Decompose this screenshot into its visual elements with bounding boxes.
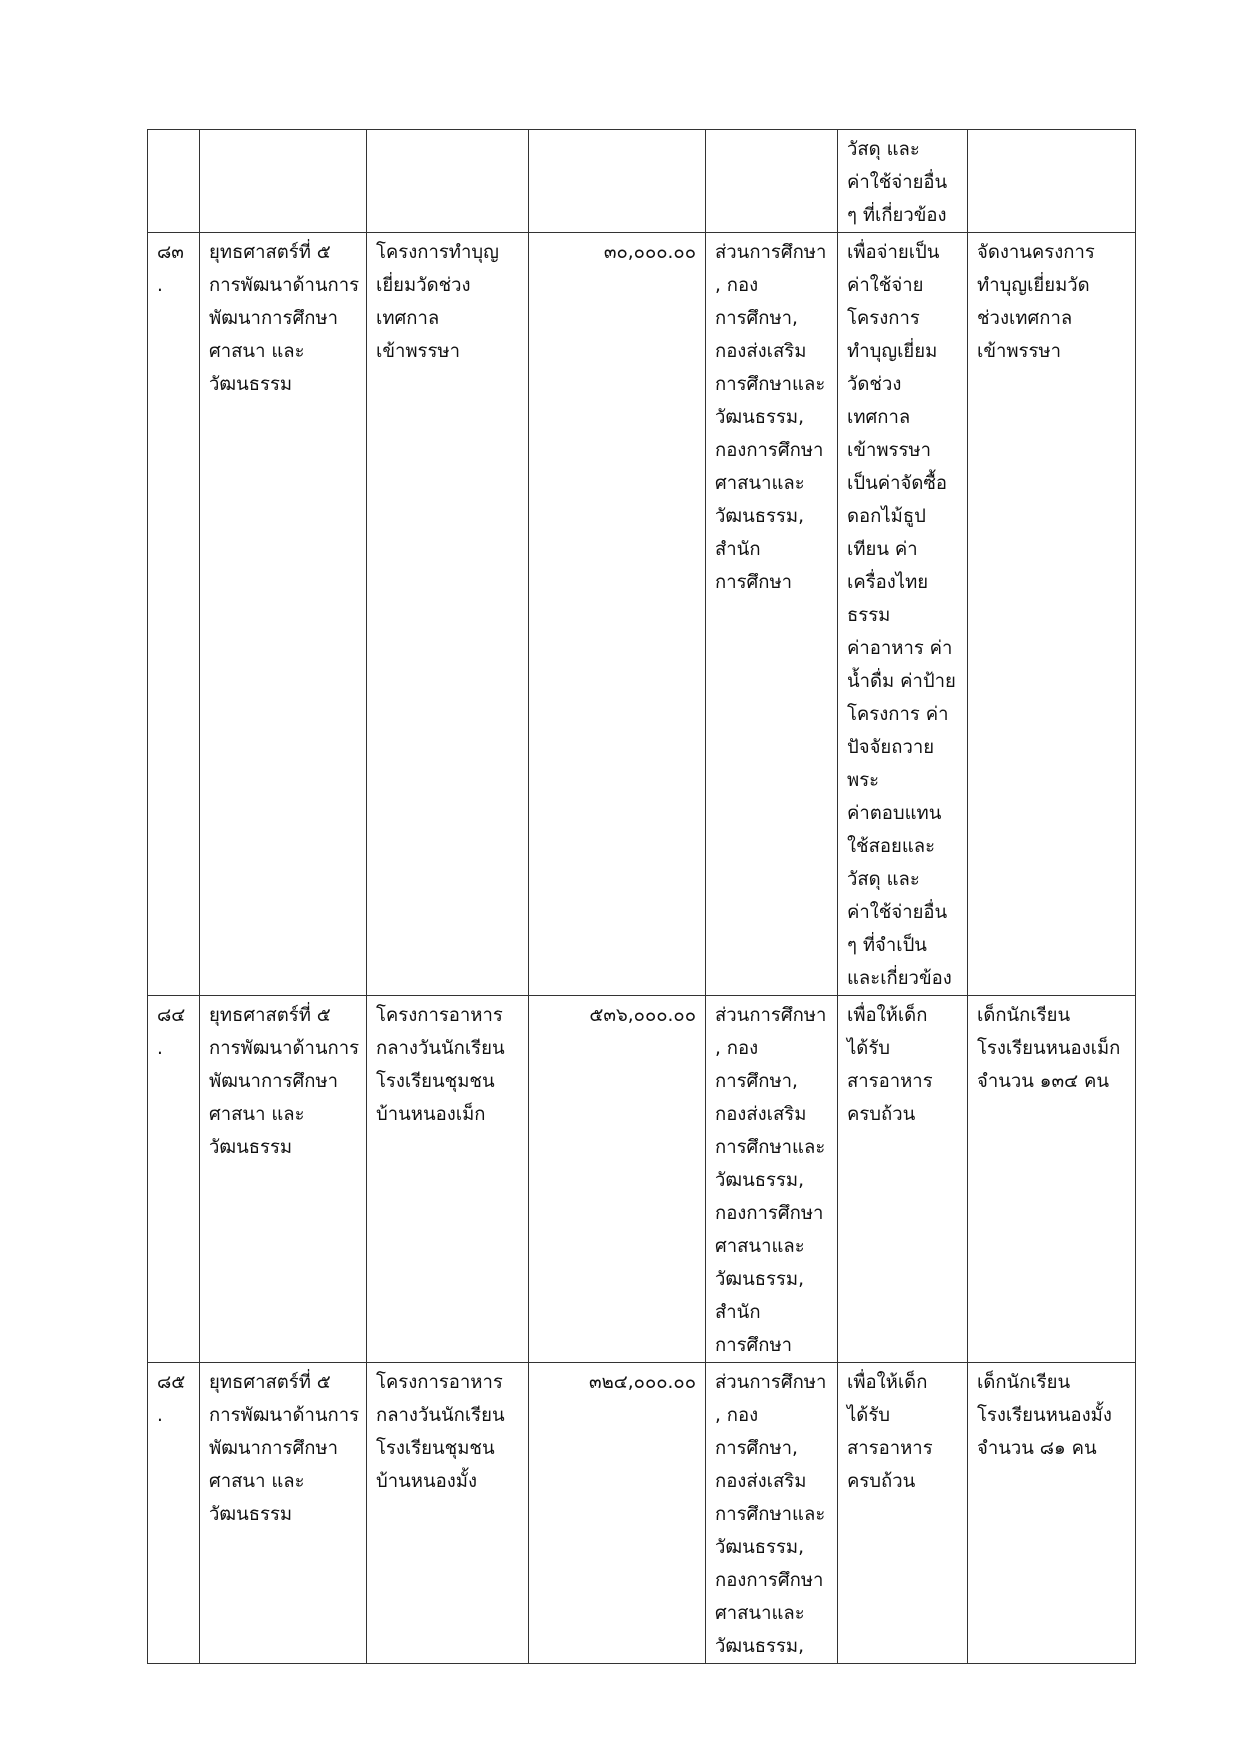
- cell-line: การศึกษา: [715, 1335, 793, 1356]
- cell-project: [367, 1363, 529, 1664]
- cell-responsible-unit: [706, 1363, 838, 1664]
- cell-line: กองการศึกษา: [715, 440, 824, 461]
- cell-line: บ้านหนองมั้ง: [376, 1471, 477, 1492]
- cell-line: การพัฒนาด้านการ: [209, 1038, 360, 1059]
- cell-line: ทำบุญเยี่ยมวัด: [977, 275, 1090, 296]
- cell-line: เพื่อจ่ายเป็น: [847, 242, 940, 263]
- cell-amount: [529, 996, 706, 1363]
- cell-line: เข้าพรรษา: [376, 341, 461, 362]
- cell-line: เข้าพรรษา: [847, 440, 932, 461]
- cell-line: เยี่ยมวัดช่วง: [376, 275, 471, 296]
- cell-line: โครงการอาหาร: [376, 1005, 503, 1026]
- cell-line: ศาสนาและ: [715, 1603, 805, 1624]
- cell-line: วัฒนธรรม: [209, 374, 293, 395]
- cell-strategy: [200, 996, 367, 1363]
- cell-line: ศาสนาและ: [715, 473, 805, 494]
- cell-responsible-unit: [706, 130, 838, 233]
- cell-project: [367, 996, 529, 1363]
- cell-responsible-unit: [706, 233, 838, 996]
- cell-line: , กอง: [715, 1405, 759, 1426]
- cell-line: โรงเรียนชุมชน: [376, 1071, 495, 1092]
- cell-line: ครบถ้วน: [847, 1471, 916, 1492]
- cell-line: เทศกาล: [847, 407, 911, 428]
- amount-value: ๓๐,๐๐๐.๐๐: [603, 242, 696, 263]
- cell-line: ๆ ที่จำเป็น: [847, 935, 927, 956]
- cell-line: ศาสนาและ: [715, 1236, 805, 1257]
- cell-line: พระ: [847, 770, 880, 791]
- cell-line: วัฒนธรรม: [209, 1137, 293, 1158]
- cell-line: ปัจจัยถวาย: [847, 737, 935, 758]
- cell-line: พัฒนาการศึกษา: [209, 1438, 338, 1459]
- cell-line: การศึกษา,: [715, 308, 798, 329]
- cell-line: เด็กนักเรียน: [977, 1372, 1071, 1393]
- cell-line: .: [157, 1405, 163, 1426]
- cell-line: เข้าพรรษา: [977, 341, 1062, 362]
- cell-line: การศึกษา: [715, 572, 793, 593]
- cell-output: [968, 1363, 1136, 1664]
- cell-purpose: [838, 1363, 968, 1664]
- cell-line: วัสดุ และ: [847, 869, 920, 890]
- amount-value: ๓๒๔,๐๐๐.๐๐: [588, 1372, 696, 1393]
- cell-line: จัดงานครงการ: [977, 242, 1095, 263]
- cell-line: ค่าใช้จ่าย: [847, 275, 924, 296]
- cell-purpose: [838, 130, 968, 233]
- cell-line: วัฒนธรรม: [209, 1504, 293, 1525]
- cell-line: ค่าใช้จ่ายอื่น: [847, 902, 948, 923]
- cell-line: วัฒนธรรม,: [715, 1170, 804, 1191]
- cell-line: และเกี่ยวข้อง: [847, 968, 952, 989]
- cell-line: น้ำดื่ม ค่าป้าย: [847, 671, 956, 692]
- cell-project: [367, 233, 529, 996]
- cell-output: [968, 233, 1136, 996]
- cell-strategy: [200, 130, 367, 233]
- cell-number: [148, 233, 200, 996]
- cell-line: เพื่อให้เด็ก: [847, 1372, 928, 1393]
- cell-line: บ้านหนองเม็ก: [376, 1104, 486, 1125]
- cell-line: ยุทธศาสตร์ที่ ๕: [209, 1372, 331, 1393]
- cell-line: เทศกาล: [376, 308, 440, 329]
- cell-line: ส่วนการศึกษา: [715, 242, 827, 263]
- cell-line: โรงเรียนชุมชน: [376, 1438, 495, 1459]
- cell-line: , กอง: [715, 1038, 759, 1059]
- cell-line: เด็กนักเรียน: [977, 1005, 1071, 1026]
- cell-line: โรงเรียนหนองเม็ก: [977, 1038, 1121, 1059]
- cell-line: โครงการ: [847, 308, 920, 329]
- cell-line: การศึกษาและ: [715, 1504, 826, 1525]
- cell-line: กลางวันนักเรียน: [376, 1405, 505, 1426]
- cell-responsible-unit: [706, 996, 838, 1363]
- cell-line: วัสดุ และ: [847, 139, 920, 160]
- cell-line: ช่วงเทศกาล: [977, 308, 1073, 329]
- cell-line: พัฒนาการศึกษา: [209, 308, 338, 329]
- cell-line: .: [157, 275, 163, 296]
- cell-line: ๘๓: [157, 242, 184, 263]
- cell-line: ใช้สอยและ: [847, 836, 936, 857]
- cell-line: เครื่องไทย: [847, 572, 929, 593]
- cell-purpose: [838, 233, 968, 996]
- cell-line: ได้รับ: [847, 1038, 890, 1059]
- cell-line: วัฒนธรรม,: [715, 1537, 804, 1558]
- cell-line: วัฒนธรรม,: [715, 1269, 804, 1290]
- cell-number: [148, 130, 200, 233]
- cell-line: ได้รับ: [847, 1405, 890, 1426]
- cell-line: ทำบุญเยี่ยม: [847, 341, 938, 362]
- cell-line: ศาสนา และ: [209, 1104, 305, 1125]
- cell-line: ๘๔: [157, 1005, 186, 1026]
- cell-output: [968, 996, 1136, 1363]
- cell-project: [367, 130, 529, 233]
- table-row: [148, 130, 1136, 233]
- cell-amount: [529, 233, 706, 996]
- cell-line: โครงการ ค่า: [847, 704, 949, 725]
- budget-table: [147, 129, 1136, 1664]
- cell-line: กองส่งเสริม: [715, 341, 807, 362]
- cell-line: สำนัก: [715, 539, 761, 560]
- cell-line: วัดช่วง: [847, 374, 902, 395]
- cell-line: ศาสนา และ: [209, 341, 305, 362]
- cell-line: การศึกษาและ: [715, 374, 826, 395]
- cell-strategy: [200, 1363, 367, 1664]
- cell-amount: [529, 1363, 706, 1664]
- table-row: [148, 233, 1136, 996]
- cell-line: พัฒนาการศึกษา: [209, 1071, 338, 1092]
- cell-line: ยุทธศาสตร์ที่ ๕: [209, 242, 331, 263]
- cell-line: โครงการทำบุญ: [376, 242, 499, 263]
- cell-amount: [529, 130, 706, 233]
- cell-line: เทียน ค่า: [847, 539, 918, 560]
- cell-line: วัฒนธรรม,: [715, 506, 804, 527]
- cell-line: ส่วนการศึกษา: [715, 1005, 827, 1026]
- cell-line: การศึกษาและ: [715, 1137, 826, 1158]
- cell-line: .: [157, 1038, 163, 1059]
- cell-line: จำนวน ๘๑ คน: [977, 1438, 1097, 1459]
- cell-line: ๘๕: [157, 1372, 186, 1393]
- cell-line: สารอาหาร: [847, 1438, 933, 1459]
- cell-output: [968, 130, 1136, 233]
- cell-line: , กอง: [715, 275, 759, 296]
- cell-line: การศึกษา,: [715, 1071, 798, 1092]
- cell-line: โครงการอาหาร: [376, 1372, 503, 1393]
- cell-line: กองส่งเสริม: [715, 1104, 807, 1125]
- cell-line: จำนวน ๑๓๔ คน: [977, 1071, 1110, 1092]
- cell-line: การพัฒนาด้านการ: [209, 275, 360, 296]
- cell-line: เพื่อให้เด็ก: [847, 1005, 928, 1026]
- cell-line: ยุทธศาสตร์ที่ ๕: [209, 1005, 331, 1026]
- cell-line: ธรรม: [847, 605, 891, 626]
- cell-line: สำนัก: [715, 1302, 761, 1323]
- cell-line: กองการศึกษา: [715, 1203, 824, 1224]
- cell-line: เป็นค่าจัดซื้อ: [847, 473, 947, 494]
- cell-line: กองการศึกษา: [715, 1570, 824, 1591]
- cell-line: การศึกษา,: [715, 1438, 798, 1459]
- cell-line: ๆ ที่เกี่ยวข้อง: [847, 205, 947, 226]
- cell-number: [148, 996, 200, 1363]
- cell-line: ค่าอาหาร ค่า: [847, 638, 953, 659]
- amount-value: ๕๓๖,๐๐๐.๐๐: [589, 1005, 696, 1026]
- cell-line: วัฒนธรรม,: [715, 407, 804, 428]
- cell-line: ดอกไม้ธูป: [847, 506, 926, 527]
- cell-line: ค่าใช้จ่ายอื่น: [847, 172, 948, 193]
- cell-line: วัฒนธรรม,: [715, 1636, 804, 1657]
- cell-line: การพัฒนาด้านการ: [209, 1405, 360, 1426]
- table-row: [148, 1363, 1136, 1664]
- cell-line: ศาสนา และ: [209, 1471, 305, 1492]
- cell-line: ค่าตอบแทน: [847, 803, 942, 824]
- cell-line: ครบถ้วน: [847, 1104, 916, 1125]
- cell-number: [148, 1363, 200, 1664]
- cell-line: โรงเรียนหนองมั้ง: [977, 1405, 1112, 1426]
- table-body: [148, 130, 1136, 1664]
- table-row: [148, 996, 1136, 1363]
- cell-line: สารอาหาร: [847, 1071, 933, 1092]
- cell-strategy: [200, 233, 367, 996]
- cell-line: ส่วนการศึกษา: [715, 1372, 827, 1393]
- cell-line: กลางวันนักเรียน: [376, 1038, 505, 1059]
- cell-line: กองส่งเสริม: [715, 1471, 807, 1492]
- cell-purpose: [838, 996, 968, 1363]
